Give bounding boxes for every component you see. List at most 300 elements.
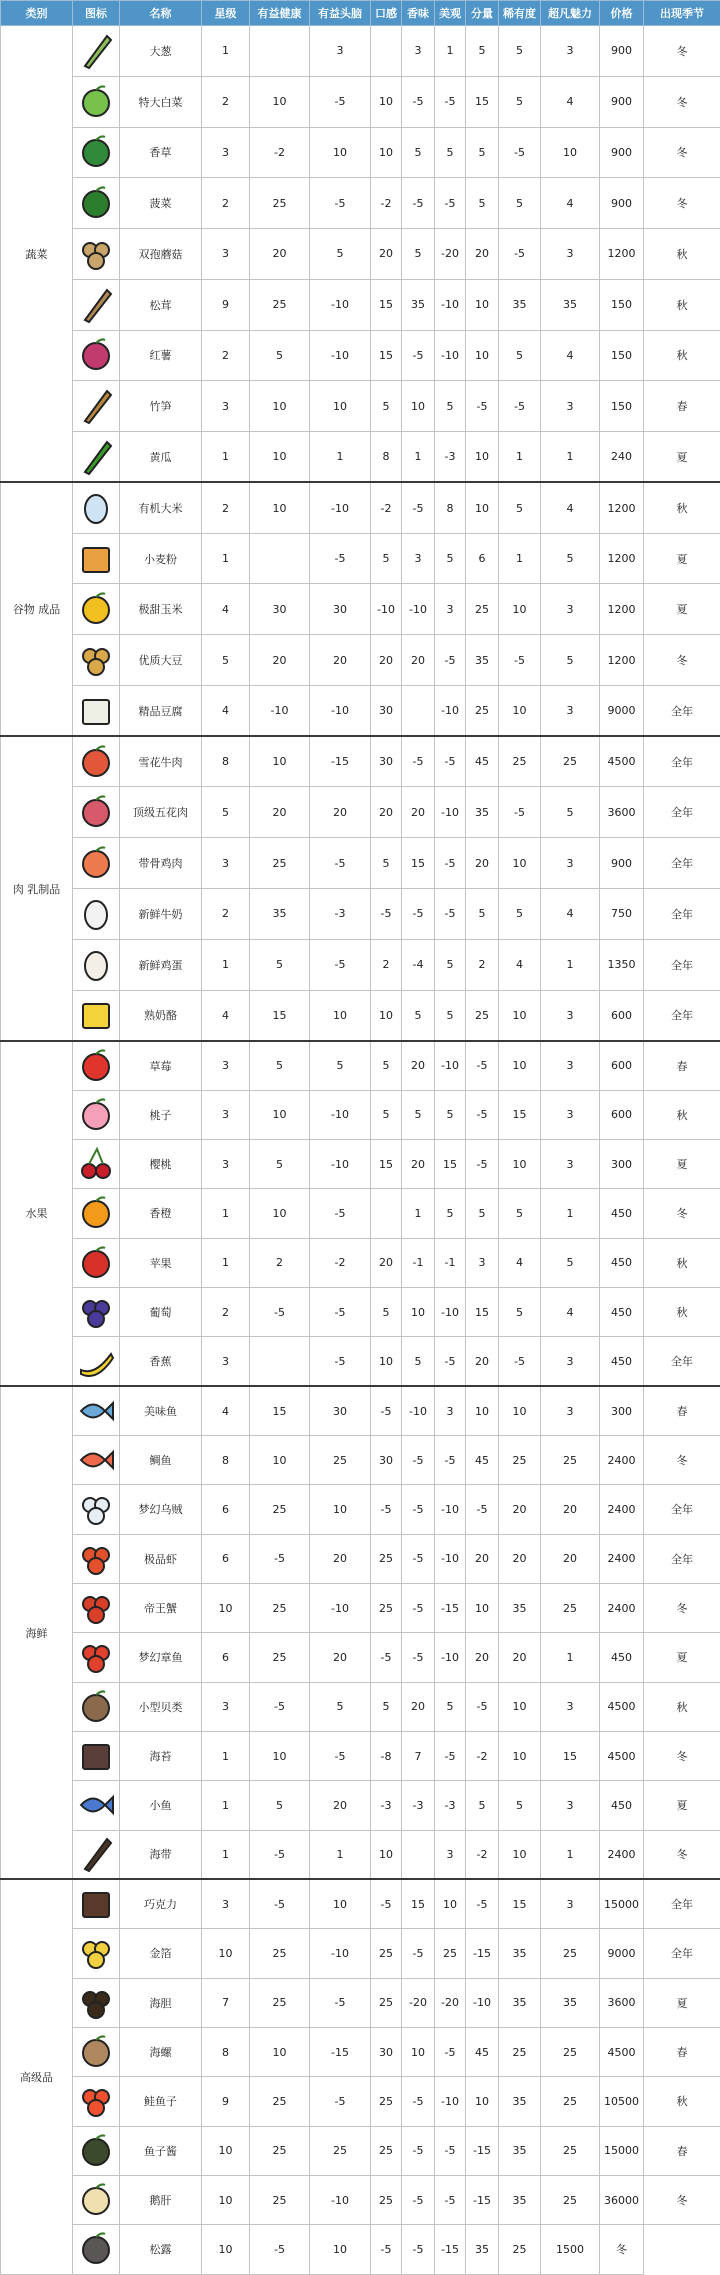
seaweed-icon bbox=[75, 1735, 117, 1777]
appearance-cell: -5 bbox=[435, 838, 466, 889]
star-cell: 3 bbox=[202, 1041, 250, 1090]
brain-cell: -10 bbox=[310, 1139, 371, 1188]
name-cell: 双孢蘑菇 bbox=[120, 229, 202, 280]
rarity-cell: 10 bbox=[499, 685, 541, 736]
health-cell: 5 bbox=[250, 939, 310, 990]
season-cell: 秋 bbox=[644, 330, 720, 381]
season-cell: 冬 bbox=[644, 1830, 720, 1879]
herb-icon bbox=[75, 131, 117, 173]
icon-cell bbox=[73, 736, 120, 787]
rarity-cell: 5 bbox=[499, 1189, 541, 1238]
name-cell: 有机大米 bbox=[120, 482, 202, 533]
portion-cell: 25 bbox=[466, 990, 499, 1041]
name-cell: 金箔 bbox=[120, 1929, 202, 1978]
charm-cell: 5 bbox=[541, 533, 600, 584]
name-cell: 大葱 bbox=[120, 26, 202, 77]
season-cell: 夏 bbox=[644, 1978, 720, 2027]
appearance-cell: 5 bbox=[435, 1189, 466, 1238]
aroma-cell: -5 bbox=[402, 1485, 435, 1534]
appearance-cell: 5 bbox=[435, 939, 466, 990]
health-cell: 25 bbox=[250, 1929, 310, 1978]
name-cell: 雪花牛肉 bbox=[120, 736, 202, 787]
aroma-cell: -5 bbox=[402, 2126, 435, 2175]
brain-cell: -5 bbox=[310, 76, 371, 127]
rarity-cell: 10 bbox=[499, 1041, 541, 1090]
season-cell: 冬 bbox=[644, 635, 720, 686]
appearance-cell: -20 bbox=[435, 229, 466, 280]
portion-cell: 15 bbox=[466, 76, 499, 127]
appearance-cell: -10 bbox=[435, 1041, 466, 1090]
sweet-potato-icon bbox=[75, 334, 117, 376]
texture-cell: 25 bbox=[371, 1534, 402, 1583]
chocolate-icon bbox=[75, 1883, 117, 1925]
texture-cell: 25 bbox=[371, 2126, 402, 2175]
category-cell: 肉 乳制品 bbox=[1, 736, 73, 1041]
name-cell: 鹅肝 bbox=[120, 2175, 202, 2224]
charm-cell: 4 bbox=[541, 330, 600, 381]
portion-cell: 45 bbox=[466, 1435, 499, 1484]
brain-cell: 20 bbox=[310, 787, 371, 838]
price-cell: 450 bbox=[600, 1337, 644, 1386]
table-row bbox=[1, 736, 720, 787]
texture-cell: 25 bbox=[371, 1929, 402, 1978]
price-cell: 300 bbox=[600, 1386, 644, 1435]
icon-cell bbox=[73, 1386, 120, 1435]
appearance-cell: 5 bbox=[435, 990, 466, 1041]
appearance-cell: 5 bbox=[435, 127, 466, 178]
aroma-cell: -5 bbox=[402, 2225, 435, 2274]
peach-icon bbox=[75, 1094, 117, 1136]
texture-cell: 8 bbox=[371, 432, 402, 483]
table-row bbox=[1, 889, 720, 940]
name-cell: 海螺 bbox=[120, 2027, 202, 2076]
aroma-cell: -5 bbox=[402, 2175, 435, 2224]
rarity-cell: 20 bbox=[499, 1633, 541, 1682]
appearance-cell: -5 bbox=[435, 2027, 466, 2076]
rarity-cell: -5 bbox=[499, 787, 541, 838]
table-row bbox=[1, 76, 720, 127]
aroma-cell: -20 bbox=[402, 1978, 435, 2027]
apple-icon bbox=[75, 1242, 117, 1284]
brain-cell: 10 bbox=[310, 127, 371, 178]
charm-cell: 3 bbox=[541, 1682, 600, 1731]
texture-cell: 20 bbox=[371, 1238, 402, 1287]
gold-leaf-icon bbox=[75, 1932, 117, 1974]
season-cell: 冬 bbox=[644, 178, 720, 229]
appearance-cell: -5 bbox=[435, 635, 466, 686]
name-cell: 美味鱼 bbox=[120, 1386, 202, 1435]
aroma-cell: -5 bbox=[402, 330, 435, 381]
star-cell: 1 bbox=[202, 1189, 250, 1238]
table-row bbox=[1, 2027, 720, 2076]
brain-cell: 10 bbox=[310, 990, 371, 1041]
table-row bbox=[1, 482, 720, 533]
table-row bbox=[1, 1534, 720, 1583]
season-cell: 夏 bbox=[644, 533, 720, 584]
rice-icon bbox=[75, 487, 117, 529]
charm-cell: 5 bbox=[541, 1238, 600, 1287]
season-cell: 春 bbox=[644, 381, 720, 432]
conch-icon bbox=[75, 2031, 117, 2073]
table-row bbox=[1, 939, 720, 990]
aroma-cell: 20 bbox=[402, 787, 435, 838]
portion-cell: 15 bbox=[466, 1287, 499, 1336]
portion-cell: 10 bbox=[466, 1583, 499, 1632]
portion-cell: 25 bbox=[466, 584, 499, 635]
health-cell: 25 bbox=[250, 1633, 310, 1682]
season-cell: 冬 bbox=[644, 1583, 720, 1632]
name-cell: 极品虾 bbox=[120, 1534, 202, 1583]
health-cell: 5 bbox=[250, 330, 310, 381]
brain-cell: 5 bbox=[310, 229, 371, 280]
icon-cell bbox=[73, 2126, 120, 2175]
brain-cell: 20 bbox=[310, 1633, 371, 1682]
charm-cell: 3 bbox=[541, 1386, 600, 1435]
texture-cell: -2 bbox=[371, 178, 402, 229]
brain-cell: 30 bbox=[310, 1386, 371, 1435]
name-cell: 桃子 bbox=[120, 1090, 202, 1139]
health-cell: 5 bbox=[250, 1781, 310, 1830]
name-cell: 带骨鸡肉 bbox=[120, 838, 202, 889]
health-cell: 10 bbox=[250, 1731, 310, 1780]
price-cell: 4500 bbox=[600, 1682, 644, 1731]
table-row bbox=[1, 838, 720, 889]
charm-cell: 3 bbox=[541, 990, 600, 1041]
star-cell: 8 bbox=[202, 2027, 250, 2076]
icon-cell bbox=[73, 787, 120, 838]
health-cell: 25 bbox=[250, 2077, 310, 2126]
icon-cell bbox=[73, 279, 120, 330]
grape-icon bbox=[75, 1291, 117, 1333]
portion-cell: 5 bbox=[466, 1189, 499, 1238]
squid-icon bbox=[75, 1488, 117, 1530]
price-cell: 冬 bbox=[600, 2225, 644, 2274]
brain-cell: 10 bbox=[310, 1485, 371, 1534]
rarity-cell: 25 bbox=[499, 1435, 541, 1484]
texture-cell: 25 bbox=[371, 1583, 402, 1632]
star-cell: 3 bbox=[202, 1139, 250, 1188]
season-cell: 春 bbox=[644, 1386, 720, 1435]
brain-cell: -5 bbox=[310, 1731, 371, 1780]
season-cell: 全年 bbox=[644, 838, 720, 889]
health-cell: 10 bbox=[250, 736, 310, 787]
season-cell: 秋 bbox=[644, 482, 720, 533]
cheese-icon bbox=[75, 994, 117, 1036]
aroma-cell: 5 bbox=[402, 1337, 435, 1386]
season-cell: 春 bbox=[644, 1041, 720, 1090]
appearance-cell: 5 bbox=[435, 1682, 466, 1731]
header-star: 星级 bbox=[202, 1, 250, 26]
strawberry-icon bbox=[75, 1045, 117, 1087]
rarity-cell: -5 bbox=[499, 635, 541, 686]
appearance-cell: -5 bbox=[435, 1337, 466, 1386]
star-cell: 10 bbox=[202, 1929, 250, 1978]
napa-cabbage-icon bbox=[75, 81, 117, 123]
cucumber-icon bbox=[75, 436, 117, 478]
appearance-cell: -3 bbox=[435, 1781, 466, 1830]
portion-cell: 25 bbox=[466, 685, 499, 736]
price-cell: 450 bbox=[600, 1287, 644, 1336]
price-cell: 450 bbox=[600, 1781, 644, 1830]
table-row bbox=[1, 2175, 720, 2224]
price-cell: 4500 bbox=[600, 736, 644, 787]
rarity-cell: 5 bbox=[499, 330, 541, 381]
aroma-cell: -5 bbox=[402, 76, 435, 127]
appearance-cell: -5 bbox=[435, 889, 466, 940]
name-cell: 小鱼 bbox=[120, 1781, 202, 1830]
price-cell: 9000 bbox=[600, 1929, 644, 1978]
charm-cell: 3 bbox=[541, 1090, 600, 1139]
icon-cell bbox=[73, 1189, 120, 1238]
table-row bbox=[1, 178, 720, 229]
charm-cell: 3 bbox=[541, 838, 600, 889]
charm-cell: 3 bbox=[541, 381, 600, 432]
king-crab-icon bbox=[75, 1587, 117, 1629]
star-cell: 10 bbox=[202, 1583, 250, 1632]
texture-cell: -10 bbox=[371, 584, 402, 635]
name-cell: 梦幻乌贼 bbox=[120, 1485, 202, 1534]
rarity-cell: 10 bbox=[499, 1731, 541, 1780]
name-cell: 海苔 bbox=[120, 1731, 202, 1780]
charm-cell: 3 bbox=[541, 1879, 600, 1928]
texture-cell: 25 bbox=[371, 2175, 402, 2224]
brain-cell: -3 bbox=[310, 889, 371, 940]
table-row bbox=[1, 432, 720, 483]
charm-cell: 3 bbox=[541, 1337, 600, 1386]
caviar-icon bbox=[75, 2130, 117, 2172]
appearance-cell: 5 bbox=[435, 381, 466, 432]
appearance-cell: 3 bbox=[435, 1386, 466, 1435]
icon-cell bbox=[73, 1830, 120, 1879]
name-cell: 鲷鱼 bbox=[120, 1435, 202, 1484]
appearance-cell: -10 bbox=[435, 330, 466, 381]
aroma-cell: -5 bbox=[402, 889, 435, 940]
portion-cell: 35 bbox=[466, 2225, 499, 2274]
name-cell: 新鲜鸡蛋 bbox=[120, 939, 202, 990]
portion-cell: -5 bbox=[466, 1682, 499, 1731]
star-cell: 4 bbox=[202, 990, 250, 1041]
name-cell: 鱼子酱 bbox=[120, 2126, 202, 2175]
charm-cell: 25 bbox=[541, 1929, 600, 1978]
icon-cell bbox=[73, 1583, 120, 1632]
season-cell: 秋 bbox=[644, 1238, 720, 1287]
table-row bbox=[1, 1830, 720, 1879]
season-cell: 冬 bbox=[644, 127, 720, 178]
brain-cell: 1 bbox=[310, 432, 371, 483]
star-cell: 10 bbox=[202, 2175, 250, 2224]
icon-cell bbox=[73, 533, 120, 584]
table-row bbox=[1, 1583, 720, 1632]
rarity-cell: 5 bbox=[499, 76, 541, 127]
price-cell: 1350 bbox=[600, 939, 644, 990]
header-season: 出现季节 bbox=[644, 1, 720, 26]
rarity-cell: 5 bbox=[499, 1781, 541, 1830]
star-cell: 10 bbox=[202, 2126, 250, 2175]
health-cell: 10 bbox=[250, 1435, 310, 1484]
rarity-cell: 35 bbox=[499, 279, 541, 330]
texture-cell: 5 bbox=[371, 1287, 402, 1336]
aroma-cell: -5 bbox=[402, 2077, 435, 2126]
rarity-cell: 35 bbox=[499, 2175, 541, 2224]
season-cell: 全年 bbox=[644, 889, 720, 940]
name-cell: 葡萄 bbox=[120, 1287, 202, 1336]
brain-cell: -5 bbox=[310, 1337, 371, 1386]
price-cell: 2400 bbox=[600, 1534, 644, 1583]
star-cell: 2 bbox=[202, 330, 250, 381]
brain-cell: -10 bbox=[310, 1929, 371, 1978]
icon-cell bbox=[73, 2225, 120, 2274]
table-row bbox=[1, 1633, 720, 1682]
health-cell: 15 bbox=[250, 990, 310, 1041]
season-cell: 全年 bbox=[644, 787, 720, 838]
table-row bbox=[1, 1781, 720, 1830]
price-cell: 1200 bbox=[600, 635, 644, 686]
price-cell: 1200 bbox=[600, 584, 644, 635]
charm-cell: 3 bbox=[541, 1781, 600, 1830]
health-cell: 10 bbox=[250, 2027, 310, 2076]
aroma-cell: 15 bbox=[402, 1879, 435, 1928]
star-cell: 4 bbox=[202, 584, 250, 635]
charm-cell: 25 bbox=[541, 2027, 600, 2076]
texture-cell: 15 bbox=[371, 330, 402, 381]
header-name: 名称 bbox=[120, 1, 202, 26]
name-cell: 鲑鱼子 bbox=[120, 2077, 202, 2126]
icon-cell bbox=[73, 432, 120, 483]
icon-cell bbox=[73, 1978, 120, 2027]
rarity-cell: 1 bbox=[499, 533, 541, 584]
brain-cell: 25 bbox=[310, 1435, 371, 1484]
price-cell: 300 bbox=[600, 1139, 644, 1188]
star-cell: 1 bbox=[202, 533, 250, 584]
charm-cell: 25 bbox=[541, 2126, 600, 2175]
texture-cell: 30 bbox=[371, 2027, 402, 2076]
name-cell: 樱桃 bbox=[120, 1139, 202, 1188]
name-cell: 优质大豆 bbox=[120, 635, 202, 686]
price-cell: 15000 bbox=[600, 2126, 644, 2175]
table-row bbox=[1, 1682, 720, 1731]
small-fish-icon bbox=[75, 1784, 117, 1826]
portion-cell: 2 bbox=[466, 939, 499, 990]
season-cell: 夏 bbox=[644, 1139, 720, 1188]
portion-cell: -2 bbox=[466, 1731, 499, 1780]
table-row bbox=[1, 1337, 720, 1386]
rarity-cell: 35 bbox=[499, 2126, 541, 2175]
brain-cell: -2 bbox=[310, 1238, 371, 1287]
rarity-cell: -5 bbox=[499, 381, 541, 432]
charm-cell: 25 bbox=[541, 1435, 600, 1484]
price-cell: 450 bbox=[600, 1238, 644, 1287]
charm-cell: 35 bbox=[541, 279, 600, 330]
appearance-cell: 5 bbox=[435, 1090, 466, 1139]
charm-cell: 5 bbox=[541, 635, 600, 686]
portion-cell: 6 bbox=[466, 533, 499, 584]
star-cell: 3 bbox=[202, 1337, 250, 1386]
texture-cell: -5 bbox=[371, 1879, 402, 1928]
star-cell: 2 bbox=[202, 178, 250, 229]
rarity-cell: 25 bbox=[499, 736, 541, 787]
name-cell: 海胆 bbox=[120, 1978, 202, 2027]
charm-cell: 25 bbox=[541, 2077, 600, 2126]
charm-cell: 3 bbox=[541, 229, 600, 280]
charm-cell: 1 bbox=[541, 1830, 600, 1879]
aroma-cell: -5 bbox=[402, 1534, 435, 1583]
icon-cell bbox=[73, 1139, 120, 1188]
brain-cell: -10 bbox=[310, 2175, 371, 2224]
texture-cell bbox=[371, 26, 402, 77]
star-cell: 4 bbox=[202, 685, 250, 736]
season-cell: 全年 bbox=[644, 1534, 720, 1583]
rarity-cell: 5 bbox=[499, 482, 541, 533]
table-row bbox=[1, 1386, 720, 1435]
name-cell: 海带 bbox=[120, 1830, 202, 1879]
price-cell: 1200 bbox=[600, 482, 644, 533]
price-cell: 1200 bbox=[600, 533, 644, 584]
icon-cell bbox=[73, 2077, 120, 2126]
aroma-cell: 20 bbox=[402, 1041, 435, 1090]
brain-cell: -5 bbox=[310, 533, 371, 584]
appearance-cell: -10 bbox=[435, 1633, 466, 1682]
brain-cell: -5 bbox=[310, 178, 371, 229]
star-cell: 3 bbox=[202, 1879, 250, 1928]
health-cell: 10 bbox=[250, 482, 310, 533]
charm-cell: 4 bbox=[541, 178, 600, 229]
name-cell: 香橙 bbox=[120, 1189, 202, 1238]
brain-cell: 25 bbox=[310, 2126, 371, 2175]
aroma-cell: 10 bbox=[402, 381, 435, 432]
mushroom-icon bbox=[75, 233, 117, 275]
icon-cell bbox=[73, 1929, 120, 1978]
aroma-cell: 3 bbox=[402, 26, 435, 77]
health-cell: 2 bbox=[250, 1238, 310, 1287]
health-cell: 10 bbox=[250, 1090, 310, 1139]
rarity-cell: 35 bbox=[499, 1929, 541, 1978]
sea-urchin-icon bbox=[75, 1982, 117, 2024]
header-rarity: 稀有度 bbox=[499, 1, 541, 26]
star-cell: 3 bbox=[202, 127, 250, 178]
brain-cell: -15 bbox=[310, 2027, 371, 2076]
star-cell: 5 bbox=[202, 635, 250, 686]
portion-cell: 5 bbox=[466, 26, 499, 77]
portion-cell: 5 bbox=[466, 127, 499, 178]
health-cell: 25 bbox=[250, 838, 310, 889]
brain-cell: 10 bbox=[310, 2225, 371, 2274]
table-row bbox=[1, 1879, 720, 1928]
season-cell: 春 bbox=[644, 2027, 720, 2076]
portion-cell: -10 bbox=[466, 1978, 499, 2027]
star-cell: 8 bbox=[202, 736, 250, 787]
portion-cell: -5 bbox=[466, 1879, 499, 1928]
flour-icon bbox=[75, 538, 117, 580]
aroma-cell: -5 bbox=[402, 736, 435, 787]
pork-belly-icon bbox=[75, 791, 117, 833]
icon-cell bbox=[73, 127, 120, 178]
charm-cell: 25 bbox=[541, 2175, 600, 2224]
appearance-cell: -15 bbox=[435, 1583, 466, 1632]
header-texture: 口感 bbox=[371, 1, 402, 26]
icon-cell bbox=[73, 1287, 120, 1336]
health-cell: -5 bbox=[250, 1682, 310, 1731]
portion-cell: 3 bbox=[466, 1238, 499, 1287]
table-row bbox=[1, 2126, 720, 2175]
header-row bbox=[1, 1, 720, 26]
bamboo-shoot-icon bbox=[75, 385, 117, 427]
texture-cell: 10 bbox=[371, 1830, 402, 1879]
brain-cell: -5 bbox=[310, 1189, 371, 1238]
rarity-cell: 10 bbox=[499, 1139, 541, 1188]
star-cell: 1 bbox=[202, 1830, 250, 1879]
health-cell: 25 bbox=[250, 279, 310, 330]
texture-cell: 5 bbox=[371, 1041, 402, 1090]
